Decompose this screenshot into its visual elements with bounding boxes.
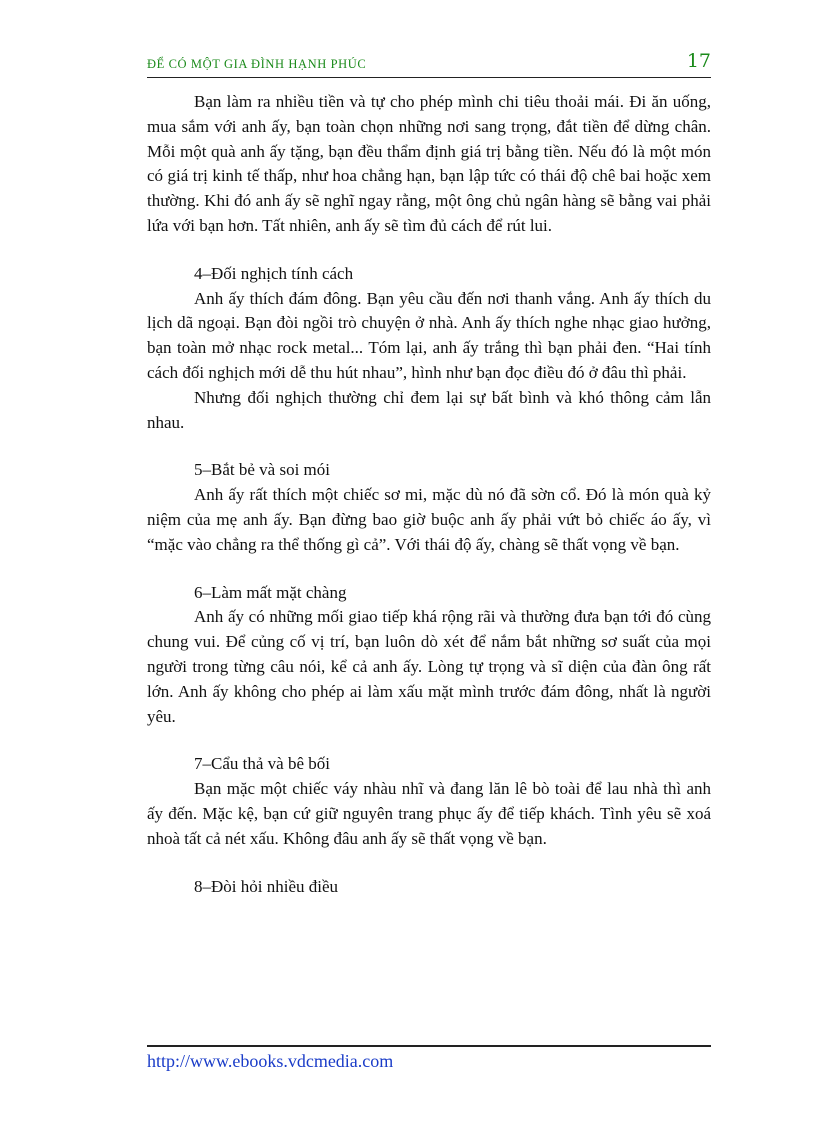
footer-divider xyxy=(147,1045,711,1047)
section-heading-4: 4–Đối nghịch tính cách xyxy=(194,263,354,283)
section-4-paragraph-1: Anh ấy thích đám đông. Bạn yêu cầu đến nơi thanh vắng. Anh ấy thích du lịch dã ngoại. Bạn đòi ngồi trò chuyện ở nhà. Anh ấy thích nghe nhạc giao hưởng, bạn toàn mở nhạc rock metal... Tóm lại, anh ấy trắng thì bạn phải đen. “Hai tính cách đối nghịch mới dễ thu hút nhau”, hình như bạn đọc điều đó ở đâu thì phải. xyxy=(147,288,711,382)
page-header xyxy=(147,52,711,76)
section-4-paragraph-2: Nhưng đối nghịch thường chỉ đem lại sự bất bình và khó thông cảm lẫn nhau. xyxy=(147,387,711,432)
running-title: ĐỂ CÓ MỘT GIA ĐÌNH HẠNH PHÚC xyxy=(147,57,367,71)
section-5-paragraph: Anh ấy rất thích một chiếc sơ mi, mặc dù nó đã sờn cổ. Đó là món quà kỷ niệm của mẹ anh ấy. Bạn đừng bao giờ buộc anh ấy phải vứt bỏ chiếc áo ấy, vì “mặc vào chẳng ra thể thống gì cả”. Với thái độ ấy, chàng sẽ thất vọng về bạn. xyxy=(147,485,711,554)
page-number: 17 xyxy=(686,50,711,72)
section-heading-5: 5–Bắt bẻ và soi mói xyxy=(194,460,330,480)
section-heading-8: 8–Đòi hỏi nhiều điều xyxy=(194,876,339,896)
section-6-paragraph: Anh ấy có những mối giao tiếp khá rộng rãi và thường đưa bạn tới đó cùng chung vui. Để củng cố vị trí, bạn luôn dò xét để nắm bắt những sơ suất của mọi người trong từng câu nói, kể cả anh ấy. Lòng tự trọng và sĩ diện của đàn ông rất lớn. Anh ấy không cho phép ai làm xấu mặt mình trước đám đông, nhất là người yêu. xyxy=(147,607,711,726)
footer-url-link[interactable]: http://www.ebooks.vdcmedia.com xyxy=(147,1051,394,1071)
section-heading-7: 7–Cẩu thả và bê bối xyxy=(194,754,330,774)
section-heading-6: 6–Làm mất mặt chàng xyxy=(194,582,347,602)
header-divider xyxy=(147,77,711,78)
section-7-paragraph: Bạn mặc một chiếc váy nhàu nhĩ và đang lăn lê bò toài để lau nhà thì anh ấy đến. Mặc kệ, bạn cứ giữ nguyên trang phục ấy để tiếp khách. Tình yêu sẽ xoá nhoà tất cả nét xấu. Không đâu anh ấy sẽ thất vọng về bạn. xyxy=(147,779,711,848)
page-body xyxy=(147,90,711,899)
intro-paragraph: Bạn làm ra nhiều tiền và tự cho phép mình chi tiêu thoải mái. Đi ăn uống, mua sắm với anh ấy, bạn toàn chọn những nơi sang trọng, đắt tiền để dừng chân. Mỗi một quà anh ấy tặng, bạn đều thẩm định giá trị bằng tiền. Nếu đó là một món có giá trị kinh tế thấp, như hoa chẳng hạn, bạn lập tức có thái độ chê bai hoặc xem thường. Khi đó anh ấy sẽ nghĩ ngay rằng, một ông chủ ngân hàng sẽ bằng vai phải lứa với bạn hơn. Tất nhiên, anh ấy sẽ tìm đủ cách để rút lui. xyxy=(147,92,711,235)
